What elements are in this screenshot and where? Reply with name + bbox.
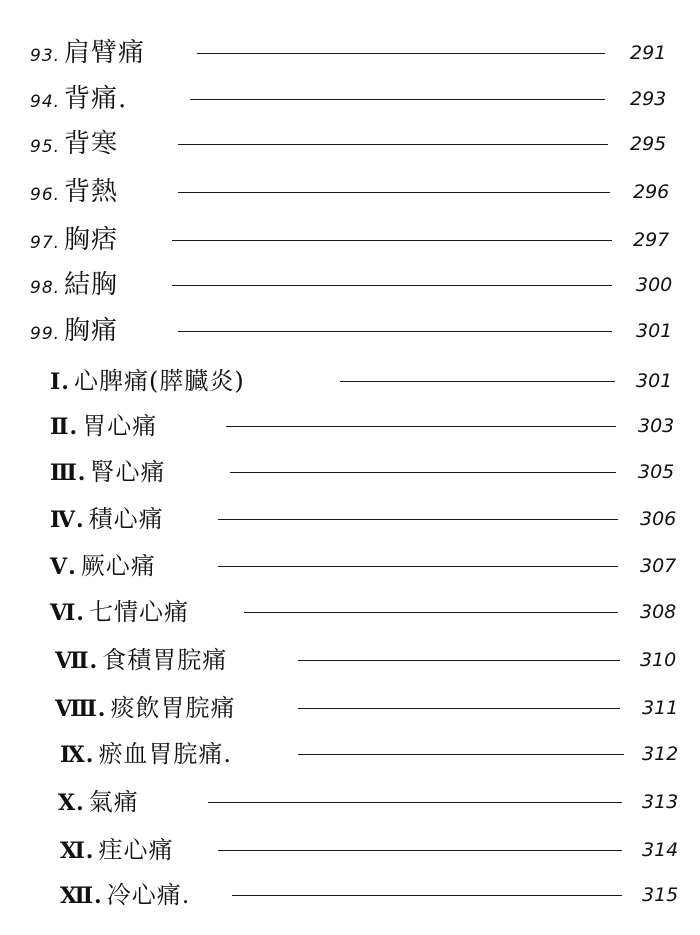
toc-entry-99-3 xyxy=(0,452,700,492)
entry-number: Ⅶ. xyxy=(55,648,99,674)
toc-entry-97 xyxy=(0,220,700,260)
toc-entry-99 xyxy=(0,311,700,351)
toc-entry-99-6 xyxy=(0,592,700,632)
entry-title: 胸痞 xyxy=(64,225,119,255)
entry-title: 冷心痛. xyxy=(106,881,191,909)
entry-number: Ⅲ. xyxy=(50,460,87,486)
leader-line xyxy=(232,895,622,896)
leader-line xyxy=(340,381,615,382)
entry-page: 308 xyxy=(640,601,677,623)
entry-title: 背寒 xyxy=(64,129,119,159)
entry-title: 背熱 xyxy=(64,177,119,207)
entry-title: 結胸 xyxy=(64,270,119,300)
entry-page: 296 xyxy=(633,181,670,203)
entry-page: 301 xyxy=(636,370,673,392)
leader-line xyxy=(208,802,622,803)
leader-line xyxy=(190,99,605,100)
entry-title: 七情心痛 xyxy=(88,598,189,626)
entry-number: Ⅴ. xyxy=(50,554,77,580)
entry-title: 痰飲胃脘痛 xyxy=(110,694,236,722)
leader-line xyxy=(172,240,612,241)
entry-label xyxy=(60,830,173,870)
entry-label xyxy=(55,640,227,680)
entry-title: 腎心痛 xyxy=(90,458,166,486)
toc-entry-99-11 xyxy=(0,830,700,870)
entry-page: 291 xyxy=(630,42,667,64)
toc-entry-94 xyxy=(0,79,700,119)
toc-entry-99-5 xyxy=(0,546,700,586)
toc-entry-95 xyxy=(0,124,700,164)
entry-number: Ⅳ. xyxy=(50,507,85,533)
leader-line xyxy=(298,754,624,755)
entry-number: Ⅺ. xyxy=(60,838,95,864)
entry-title: 瘀血胃脘痛. xyxy=(98,740,233,768)
entry-page: 297 xyxy=(633,229,670,251)
entry-page: 310 xyxy=(640,649,677,671)
entry-label xyxy=(60,875,190,915)
entry-label xyxy=(30,311,118,351)
entry-title: 積心痛 xyxy=(88,505,164,533)
entry-page: 293 xyxy=(630,88,667,110)
toc-entry-99-9 xyxy=(0,734,700,774)
entry-number: 97. xyxy=(30,233,61,253)
leader-line xyxy=(244,612,618,613)
leader-line xyxy=(230,472,616,473)
entry-page: 301 xyxy=(636,320,673,342)
toc-entry-98 xyxy=(0,265,700,305)
entry-label xyxy=(30,220,118,260)
leader-line xyxy=(218,850,622,851)
entry-title: 心脾痛(膵臓炎) xyxy=(73,367,245,395)
toc-entry-99-7 xyxy=(0,640,700,680)
toc-entry-99-8 xyxy=(0,688,700,728)
entry-page: 305 xyxy=(638,461,675,483)
entry-page: 311 xyxy=(642,697,679,719)
entry-page: 306 xyxy=(640,508,677,530)
entry-label xyxy=(30,172,118,212)
entry-number: Ⅻ. xyxy=(60,883,103,909)
entry-number: 93. xyxy=(30,46,61,66)
leader-line xyxy=(226,426,616,427)
entry-number: 95. xyxy=(30,137,61,157)
entry-number: Ⅵ. xyxy=(50,600,85,626)
entry-label xyxy=(55,688,235,728)
entry-title: 背痛. xyxy=(64,84,128,114)
entry-number: Ⅰ. xyxy=(50,369,70,395)
leader-line xyxy=(218,519,618,520)
entry-page: 303 xyxy=(638,415,675,437)
toc-entry-96 xyxy=(0,172,700,212)
entry-page: 312 xyxy=(642,743,679,765)
leader-line xyxy=(178,331,612,332)
toc-entry-99-2 xyxy=(0,406,700,446)
leader-line xyxy=(178,144,608,145)
entry-title: 疰心痛 xyxy=(98,836,174,864)
entry-title: 厥心痛 xyxy=(80,552,156,580)
entry-label xyxy=(50,452,165,492)
entry-label xyxy=(50,592,189,632)
entry-label xyxy=(30,33,145,73)
entry-label xyxy=(50,499,164,539)
leader-line xyxy=(178,192,610,193)
entry-number: 96. xyxy=(30,185,61,205)
entry-number: 98. xyxy=(30,278,61,298)
entry-number: Ⅱ. xyxy=(50,414,79,440)
entry-title: 氣痛 xyxy=(88,788,139,816)
toc-entry-99-10 xyxy=(0,782,700,822)
leader-line xyxy=(172,285,612,286)
entry-label xyxy=(30,265,118,305)
leader-line xyxy=(298,708,620,709)
leader-line xyxy=(197,53,605,54)
entry-number: Ⅷ. xyxy=(55,696,107,722)
entry-label xyxy=(50,361,245,401)
entry-title: 胸痛 xyxy=(64,316,119,346)
entry-label xyxy=(60,734,232,774)
entry-label xyxy=(50,546,156,586)
entry-label xyxy=(58,782,139,822)
entry-number: 94. xyxy=(30,92,61,112)
toc-entry-99-4 xyxy=(0,499,700,539)
entry-page: 315 xyxy=(642,884,679,906)
entry-label xyxy=(30,79,127,119)
entry-page: 295 xyxy=(630,133,667,155)
entry-number: Ⅸ. xyxy=(60,742,95,768)
entry-page: 307 xyxy=(640,555,677,577)
leader-line xyxy=(218,566,618,567)
entry-label xyxy=(30,124,118,164)
entry-page: 313 xyxy=(642,791,679,813)
toc-entry-99-12 xyxy=(0,875,700,915)
entry-number: Ⅹ. xyxy=(58,790,85,816)
entry-page: 314 xyxy=(642,839,679,861)
entry-number: 99. xyxy=(30,324,61,344)
entry-label xyxy=(50,406,157,446)
leader-line xyxy=(298,660,620,661)
entry-title: 食積胃脘痛 xyxy=(102,646,228,674)
entry-page: 300 xyxy=(636,274,673,296)
toc-entry-99-1 xyxy=(0,361,700,401)
entry-title: 胃心痛 xyxy=(82,412,158,440)
entry-title: 肩臂痛 xyxy=(64,38,146,68)
toc-entry-93 xyxy=(0,33,700,73)
